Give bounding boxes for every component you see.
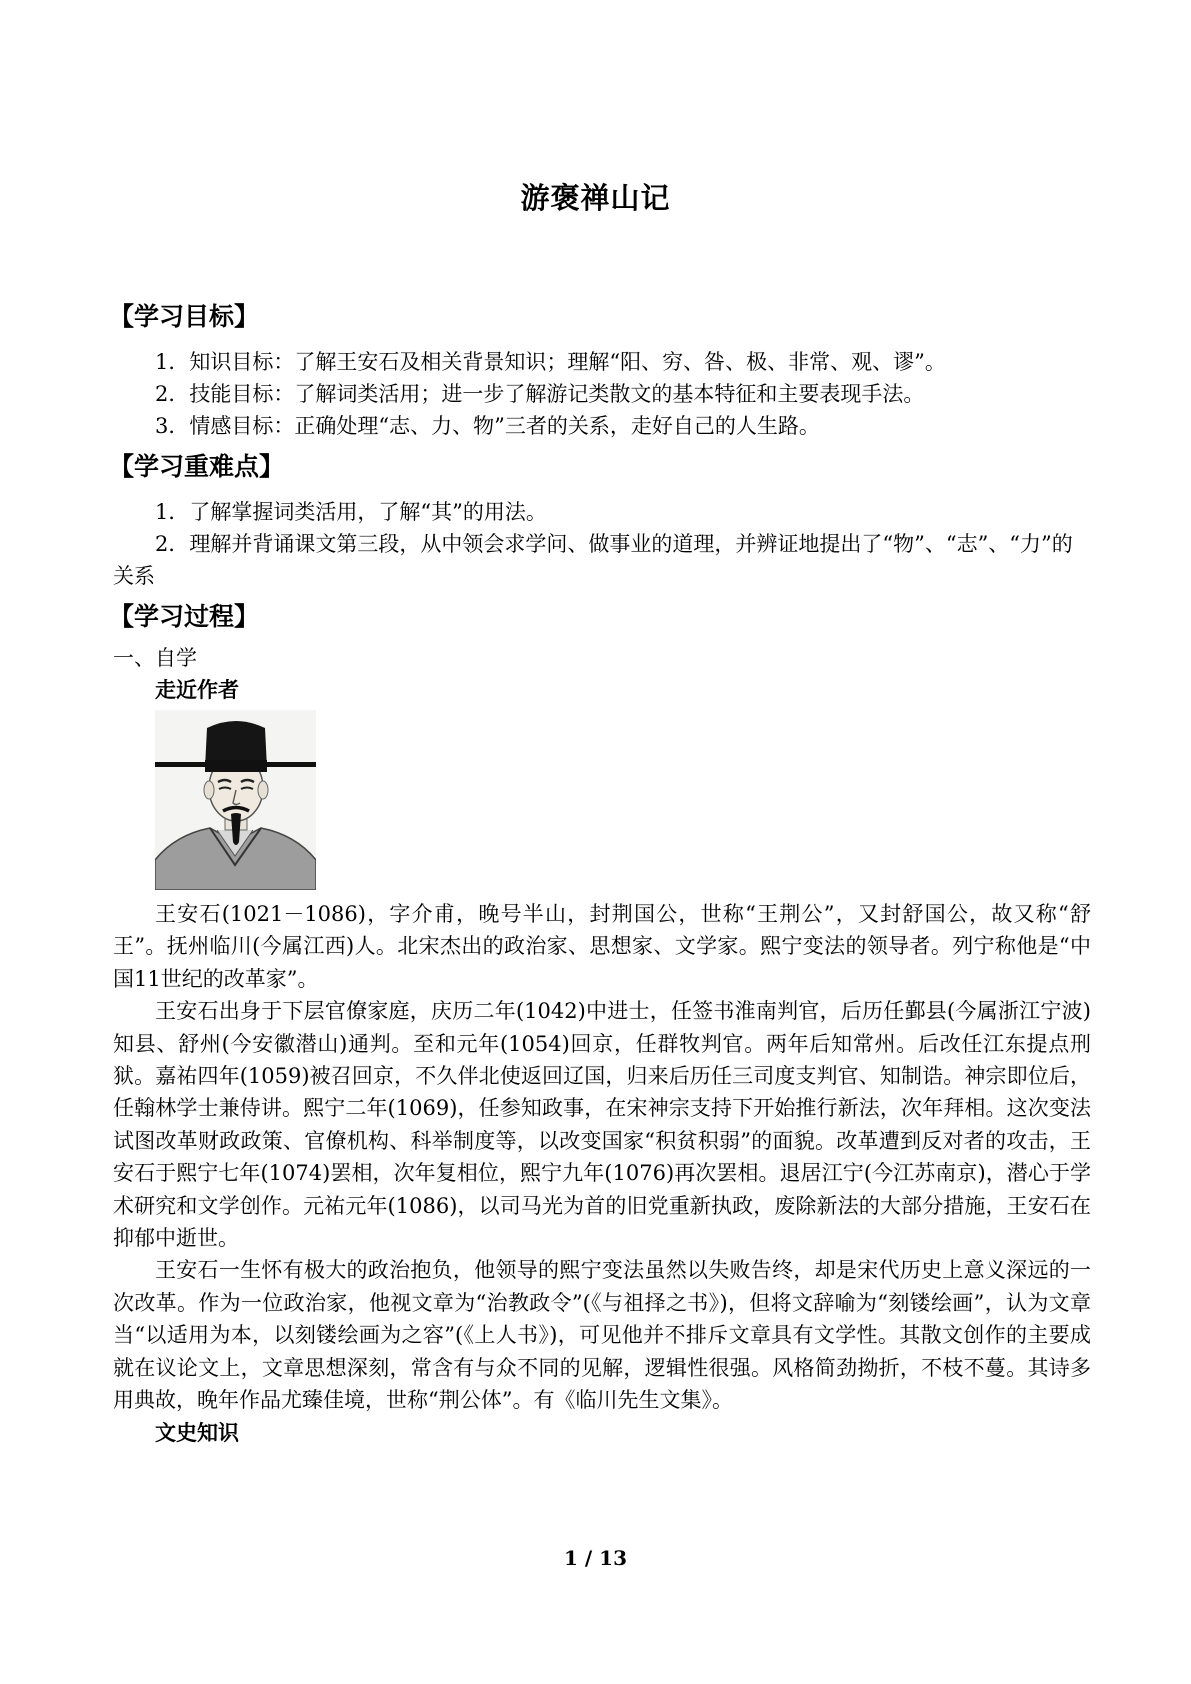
document-title: 游褒禅山记 [520,181,671,215]
section-heading-goals: 【学习目标】 [109,302,260,331]
key-point-item-1: 1．了解掌握词类活用，了解“其”的用法。 [155,500,547,524]
goal-item-2: 2．技能目标：了解词类活用；进一步了解游记类散文的基本特征和主要表现手法。 [155,382,925,406]
section-heading-process: 【学习过程】 [109,602,260,631]
goal-item-1: 1．知识目标：了解王安石及相关背景知识；理解“阳、穷、咎、极、非常、观、谬”。 [155,350,946,374]
portrait-illustration [155,710,316,890]
section-heading-key-points: 【学习重难点】 [109,452,285,481]
author-portrait [155,710,316,890]
history-subheading: 文史知识 [155,1420,239,1445]
key-point-item-2: 2．理解并背诵课文第三段，从中领会求学问、做事业的道理，并辨证地提出了“物”、“志”、“力”的关系 [113,532,1073,588]
author-paragraph-3: 王安石一生怀有极大的政治抱负，他领导的熙宁变法虽然以失败告终，却是宋代历史上意义深远的一次改革。作为一位政治家，他视文章为“治教政令”(《与祖择之书》)，但将文辞喻为“刻镂绘画”，认为文章当“以适用为本，以刻镂绘画为之容”(《上人书》)，可见他并不排斥文章具有文学性。其散文创作的主要成就在议论文上，文章思想深刻，常含有与众不同的见解，逻辑性很强。风格简劲拗折，不枝不蔓。其诗多用典故，晚年作品尤臻佳境，世称“荆公体”。有《临川先生文集》。 [113,1258,1091,1413]
goal-item-3: 3．情感目标：正确处理“志、力、物”三者的关系，走好自己的人生路。 [155,414,820,438]
part-one-label: 一、自学 [113,646,197,670]
document-body [109,300,1091,1449]
author-paragraph-2: 王安石出身于下层官僚家庭，庆历二年(1042)中进士，任签书淮南判官，后历任鄞县(今属浙江宁波)知县、舒州(今安徽潜山)通判。至和元年(1054)回京，任群牧判官。两年后知常州。后改任江东提点刑狱。嘉祐四年(1059)被召回京，不久伴北使返回辽国，归来后历任三司度支判官、知制诰。神宗即位后，任翰林学士兼侍讲。熙宁二年(1069)，任参知政事，在宋神宗支持下开始推行新法，次年拜相。这次变法试图改革财政政策、官僚机构、科举制度等，以改变国家“积贫积弱”的面貌。改革遭到反对者的攻击，王安石于熙宁七年(1074)罢相，次年复相位，熙宁九年(1076)再次罢相。退居江宁(今江苏南京)，潜心于学术研究和文学创作。元祐元年(1086)，以司马光为首的旧党重新执政，废除新法的大部分措施，王安石在抑郁中逝世。 [113,999,1091,1251]
author-subheading: 走近作者 [155,678,239,702]
author-paragraph-1: 王安石(1021－1086)，字介甫，晚号半山，封荆国公，世称“王荆公”，又封舒国公，故又称“舒王”。抚州临川(今属江西)人。北宋杰出的政治家、思想家、文学家。熙宁变法的领导者。列宁称他是“中国11世纪的改革家”。 [113,902,1091,991]
page-number: 1 / 13 [564,1546,627,1570]
